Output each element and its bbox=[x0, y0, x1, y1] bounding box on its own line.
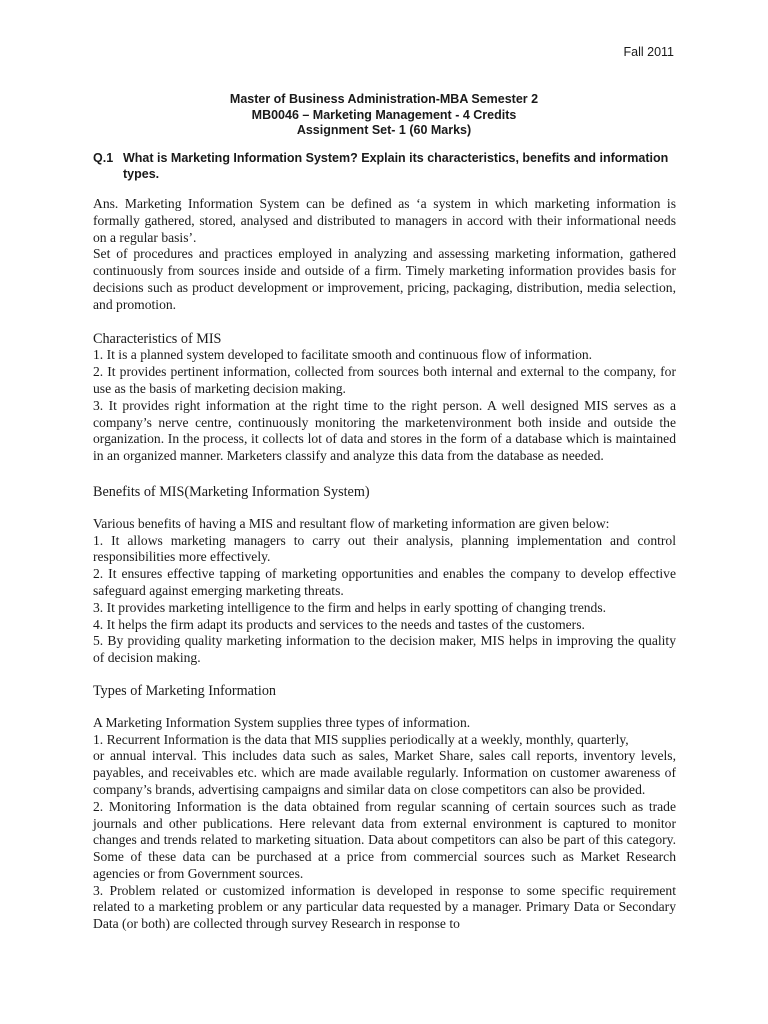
benefit-item: 4. It helps the firm adapt its products and services to the needs and tastes of the customers. bbox=[93, 616, 585, 632]
answer-body bbox=[93, 196, 676, 933]
program-title: Master of Business Administration-MBA Semester 2 bbox=[229, 92, 539, 106]
question-text: What is Marketing Information System? Explain its characteristics, benefits and information types. bbox=[123, 151, 669, 181]
type-item-recurrent-line2: or annual interval. This includes data such as sales, Market Share, sales call reports, inventory levels, payables, and receivables etc. which are made available regularly. Information on customer awareness of company’s brands, advertising campaigns and similar data on close competitors can also be provided. bbox=[93, 748, 676, 797]
benefits-heading: Benefits of MIS(Marketing Information System) bbox=[93, 483, 370, 500]
type-item-customized: 3. Problem related or customized information is developed in response to some specific requirement related to a marketing problem or any particular data requested by a manager. Primary Data or Secondary Data (or both) are collected through survey Research in response to bbox=[93, 882, 676, 932]
assignment-title: Assignment Set- 1 (60 Marks) bbox=[296, 123, 472, 137]
question-block bbox=[93, 151, 683, 182]
benefit-item: 5. By providing quality marketing information to the decision maker, MIS helps in improving the quality of decision making. bbox=[93, 633, 676, 666]
question-number: Q.1 bbox=[93, 151, 114, 165]
type-item-recurrent-line1: 1. Recurrent Information is the data that MIS supplies periodically at a weekly, monthly, quarterly, bbox=[93, 731, 629, 747]
characteristic-item: 2. It provides pertinent information, collected from sources both internal and external to the company, for use as the basis of marketing decision making. bbox=[93, 364, 676, 396]
answer-definition: Set of procedures and practices employed in analyzing and assessing marketing information, gathered continuously from sources inside and outside of a firm. Timely marketing information provides basis for decisions such as product development or improvement, pricing, packaging, distribution, media selection, and promotion. bbox=[93, 246, 676, 312]
characteristic-item: 1. It is a planned system developed to facilitate smooth and continuous flow of information. bbox=[93, 347, 593, 363]
benefit-item: 1. It allows marketing managers to carry out their analysis, planning implementation and control responsibilities more effectively. bbox=[93, 532, 676, 565]
type-item-monitoring: 2. Monitoring Information is the data obtained from regular scanning of certain sources such as trade journals and other publications. Here relevant data from external environment is captured to monitor changes and trends related to marketing situation. Data about competitors can also be part of this category. Some of these data can be purchased at a price from commercial sources such as Market Research agencies or from Government sources. bbox=[93, 798, 676, 881]
benefits-intro: Various benefits of having a MIS and resultant flow of marketing information are given below: bbox=[93, 515, 610, 531]
types-intro: A Marketing Information System supplies three types of information. bbox=[93, 714, 471, 730]
characteristic-item: 3. It provides right information at the right time to the right person. A well designed MIS serves as a company’s nerve centre, continuously monitoring the marketenvironment both inside and outside the organization. In the process, it collects lot of data and stores in the form of a database which is maintained in an organized manner. Marketers classify and analyze this data from the database as needed. bbox=[93, 397, 676, 464]
types-heading: Types of Marketing Information bbox=[93, 682, 277, 699]
answer-intro: Ans. Marketing Information System can be defined as ‘a system in which marketing information is formally gathered, stored, analysed and distributed to managers in accord with their informational needs on a regular basis’. bbox=[93, 196, 676, 245]
benefit-item: 2. It ensures effective tapping of marketing opportunities and enables the company to develop effective safeguard against emerging marketing threats. bbox=[93, 566, 676, 598]
characteristics-heading: Characteristics of MIS bbox=[93, 330, 222, 347]
course-title: MB0046 – Marketing Management - 4 Credits bbox=[251, 107, 517, 122]
title-block bbox=[0, 92, 768, 139]
semester-label: Fall 2011 bbox=[623, 45, 674, 59]
benefit-item: 3. It provides marketing intelligence to the firm and helps in early spotting of changing trends. bbox=[93, 599, 607, 615]
